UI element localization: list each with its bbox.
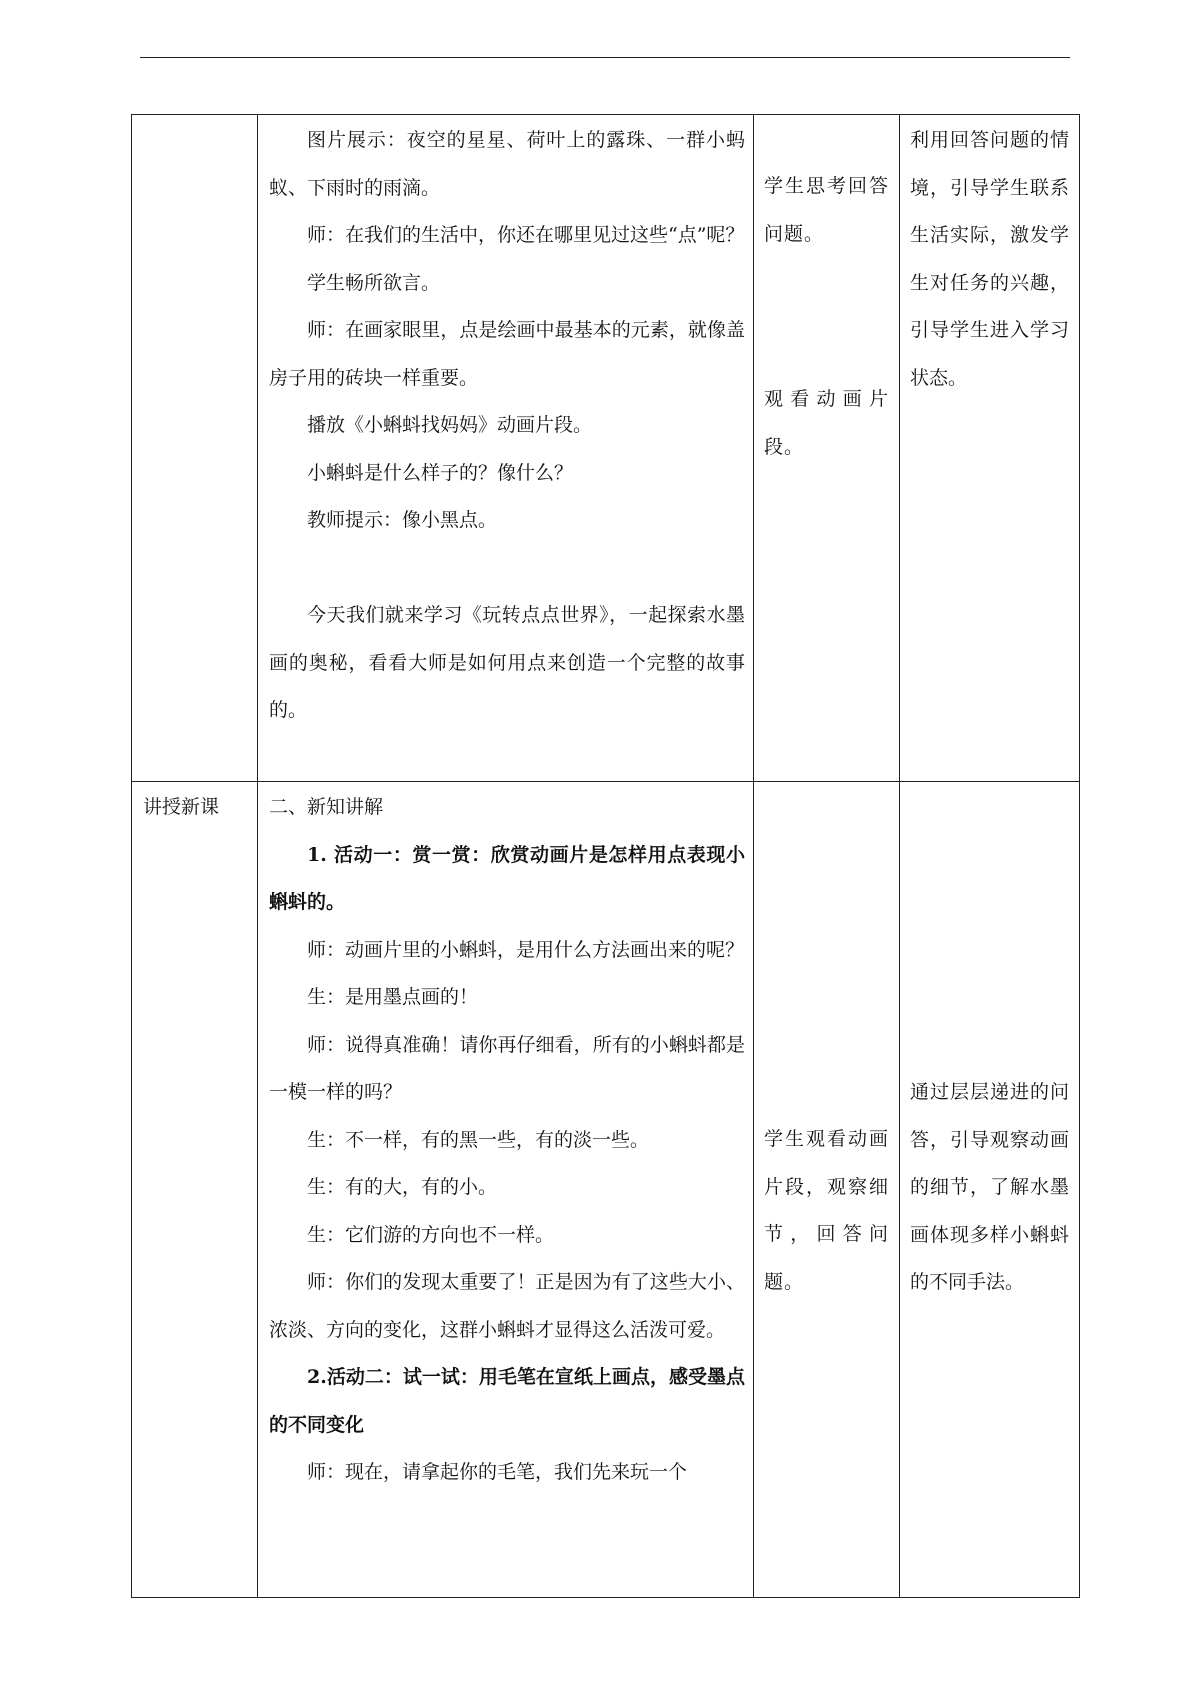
paragraph: 图片展示：夜空的星星、荷叶上的露珠、一群小蚂蚁、下雨时的雨滴。 [269, 129, 745, 199]
paragraph: 学生畅所欲言。 [307, 271, 441, 294]
paragraph: 师：在我们的生活中，你还在哪里见过这些“点”呢？ [307, 224, 745, 246]
paragraph: 生：是用墨点画的！ [307, 986, 479, 1008]
student-activity-cell [754, 782, 900, 1598]
student-activity-cell [754, 115, 900, 782]
paragraph: 师：动画片里的小蝌蚪，是用什么方法画出来的呢？ [307, 938, 745, 961]
student-activity-text: 学生观看动画片段，观察细节，回答问题。 [764, 1128, 889, 1293]
paragraph: 师：现在，请拿起你的毛笔，我们先来玩一个 [307, 1461, 688, 1483]
paragraph: 播放《小蝌蚪找妈妈》动画片段。 [307, 414, 593, 436]
paragraph: 师：说得真准确！请你再仔细看，所有的小蝌蚪都是一模一样的吗？ [269, 1033, 745, 1103]
section-title: 二、新知讲解 [269, 796, 384, 818]
lesson-plan-table [131, 114, 1080, 1598]
stage-label: 讲授新课 [143, 796, 220, 818]
paragraph: 教师提示：像小黑点。 [307, 509, 498, 531]
activity-title: 2.活动二：试一试：用毛笔在宣纸上画点，感受墨点的不同变化 [269, 1366, 745, 1436]
design-intent-text: 通过层层递进的问答，引导观察动画的细节，了解水墨画体现多样小蝌蚪的不同手法。 [910, 1081, 1069, 1293]
paragraph: 小蝌蚪是什么样子的？像什么？ [307, 461, 574, 484]
paragraph: 今天我们就来学习《玩转点点世界》，一起探索水墨画的奥秘，看看大师是如何用点来创造一个完整的故事的。 [269, 604, 745, 721]
activity-title: 1. 活动一：赏一赏：欣赏动画片是怎样用点表现小蝌蚪的。 [269, 843, 745, 913]
header-rule [140, 57, 1070, 58]
design-intent-text: 利用回答问题的情境，引导学生联系生活实际，激发学生对任务的兴趣，引导学生进入学习状态。 [910, 129, 1069, 389]
paragraph: 师：在画家眼里，点是绘画中最基本的元素，就像盖房子用的砖块一样重要。 [269, 319, 745, 389]
design-intent-cell [900, 115, 1080, 782]
teacher-activity-cell [258, 782, 754, 1598]
student-activity-text: 学生思考回答问题。 [764, 175, 889, 245]
design-intent-cell [900, 782, 1080, 1598]
student-activity-text: 观看动画片段。 [764, 388, 889, 458]
teacher-activity-cell [258, 115, 754, 782]
stage-label [132, 115, 257, 117]
stage-label-cell [132, 782, 258, 1598]
stage-label-cell [132, 115, 258, 782]
paragraph: 生：有的大，有的小。 [307, 1176, 498, 1198]
blank-line [269, 545, 745, 593]
paragraph: 生：不一样，有的黑一些，有的淡一些。 [307, 1128, 650, 1151]
paragraph: 师：你们的发现太重要了！正是因为有了这些大小、浓淡、方向的变化，这群小蝌蚪才显得这么活泼可爱。 [269, 1271, 745, 1341]
paragraph: 生：它们游的方向也不一样。 [307, 1223, 555, 1246]
table-row [132, 782, 1080, 1598]
table-row [132, 115, 1080, 782]
